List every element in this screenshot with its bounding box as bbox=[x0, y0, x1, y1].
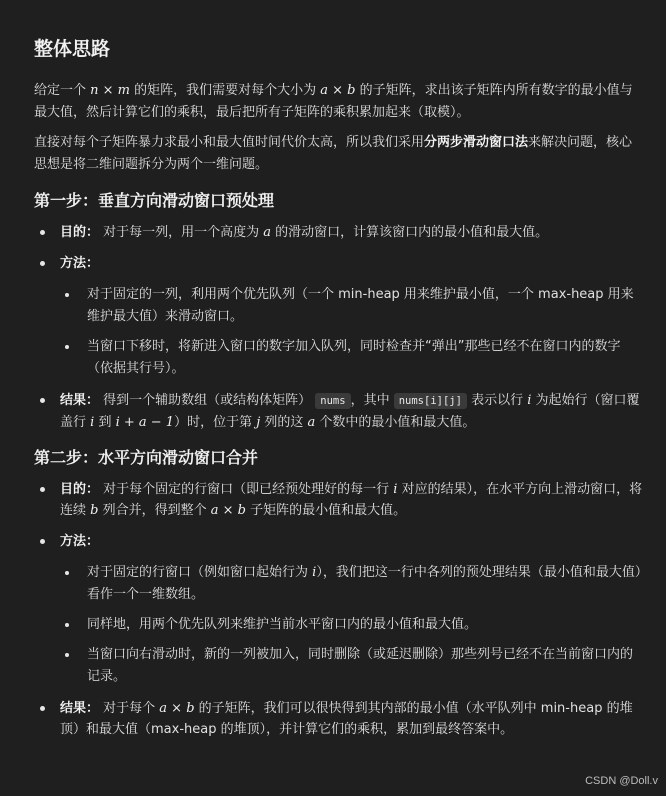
bold-method-name: 分两步滑动窗口法 bbox=[424, 135, 529, 150]
text: 的子矩阵，我们可以很快得到其内部的最小值（水平队列中 min-heap 的堆顶）和最大值（max-heap 的堆顶），并计算它们的乘积，累加到最终答案中。 bbox=[60, 701, 633, 737]
text: 列合并，得到整个 bbox=[98, 503, 211, 518]
math-i: i bbox=[393, 482, 398, 497]
step2-list bbox=[34, 479, 644, 740]
text: 到 bbox=[94, 415, 116, 430]
step2-method-subitem-3: 当窗口向右滑动时，新的一列被加入，同时删除（或延迟删除）那些列号已经不在当前窗口内的记录。 bbox=[60, 644, 644, 688]
math-a-times-b: a × b bbox=[320, 83, 356, 98]
text: 对于每个 bbox=[99, 701, 160, 716]
step1-heading: 第一步：垂直方向滑动窗口预处理 bbox=[34, 191, 275, 210]
text: 得到一个辅助数组（或结构体矩阵） bbox=[99, 393, 316, 408]
text: 表示以行 bbox=[466, 393, 528, 408]
math-a-times-b: a × b bbox=[210, 503, 246, 518]
math-j: j bbox=[256, 415, 261, 430]
text: ，其中 bbox=[350, 393, 394, 408]
step2-method-item bbox=[34, 531, 644, 688]
step1-result-item bbox=[34, 390, 644, 433]
text: 来解决问题，核心思想是将二维问题拆分为两个一维问题。 bbox=[34, 135, 633, 172]
step1-method-item bbox=[34, 253, 644, 380]
text: 对应的结果），在水平方向上滑动窗口，将连续 bbox=[60, 482, 643, 518]
section-heading: 整体思路 bbox=[34, 38, 111, 60]
math-i: i bbox=[527, 393, 532, 408]
text: 对于每一列，用一个高度为 bbox=[99, 225, 264, 240]
math-i-plus-a-minus-1: i + a − 1 bbox=[115, 415, 175, 430]
math-b: b bbox=[90, 503, 99, 518]
text: 个数中的最小值和最大值。 bbox=[315, 415, 476, 430]
goal-label: 目的： bbox=[60, 225, 100, 240]
method-label: 方法： bbox=[60, 256, 100, 271]
text: 的滑动窗口，计算该窗口内的最小值和最大值。 bbox=[271, 225, 549, 240]
approach-paragraph bbox=[34, 132, 644, 176]
text: 为起始行（窗口覆盖行 bbox=[60, 393, 640, 430]
math-n-times-m: n × m bbox=[90, 83, 130, 98]
step1-list bbox=[34, 222, 644, 433]
result-label: 结果： bbox=[60, 393, 100, 408]
math-a: a bbox=[307, 415, 316, 430]
step2-result-item bbox=[34, 698, 644, 740]
step2-heading: 第二步：水平方向滑动窗口合并 bbox=[34, 448, 259, 467]
step1-goal-item bbox=[34, 222, 644, 243]
csdn-watermark: CSDN @Doll.v bbox=[585, 775, 658, 787]
text: 直接对每个子矩阵暴力求最小和最大值时间代价太高，所以我们采用 bbox=[34, 135, 425, 150]
goal-label: 目的： bbox=[60, 482, 100, 497]
step2-method-subitem-1 bbox=[60, 562, 644, 606]
text: 的矩阵，我们需要对每个大小为 bbox=[130, 83, 321, 98]
math-a: a bbox=[263, 225, 272, 240]
inline-code-nums: nums bbox=[315, 393, 350, 409]
text: 的子矩阵，求出该子矩阵内所有数字的最小值与最大值，然后计算它们的乘积，最后把所有子矩阵的乘积累加起来（取模）。 bbox=[34, 83, 633, 120]
result-label: 结果： bbox=[60, 701, 100, 716]
text: 对于每个固定的行窗口（即已经预处理好的每一行 bbox=[99, 482, 394, 497]
text: 子矩阵的最小值和最大值。 bbox=[245, 503, 407, 518]
math-i: i bbox=[90, 415, 95, 430]
math-i: i bbox=[312, 565, 317, 580]
step1-method-subitem-1: 对于固定的一列，利用两个优先队列（一个 min-heap 用来维护最小值，一个 max-heap 用来维护最大值）来滑动窗口。 bbox=[60, 284, 644, 328]
text: ），我们把这一行中各列的预处理结果（最小值和最大值）看作一个一维数组。 bbox=[87, 565, 642, 602]
inline-code-nums-ij: nums[i][j] bbox=[394, 393, 467, 409]
text: ）时，位于第 bbox=[174, 415, 257, 430]
math-a-times-b: a × b bbox=[159, 701, 195, 716]
step1-method-sublist bbox=[60, 284, 644, 380]
step2-method-subitem-2: 同样地，用两个优先队列来维护当前水平窗口内的最小值和最大值。 bbox=[60, 614, 644, 636]
method-label: 方法： bbox=[60, 534, 100, 549]
text: 列的这 bbox=[260, 415, 308, 430]
text: 对于固定的行窗口（例如窗口起始行为 bbox=[87, 565, 313, 580]
step2-method-sublist bbox=[60, 562, 644, 688]
text: 给定一个 bbox=[34, 83, 91, 98]
step2-goal-item bbox=[34, 479, 644, 521]
step1-method-subitem-2: 当窗口下移时，将新进入窗口的数字加入队列，同时检查并“弹出”那些已经不在窗口内的数字（依据其行号）。 bbox=[60, 336, 644, 380]
intro-paragraph bbox=[34, 80, 644, 124]
